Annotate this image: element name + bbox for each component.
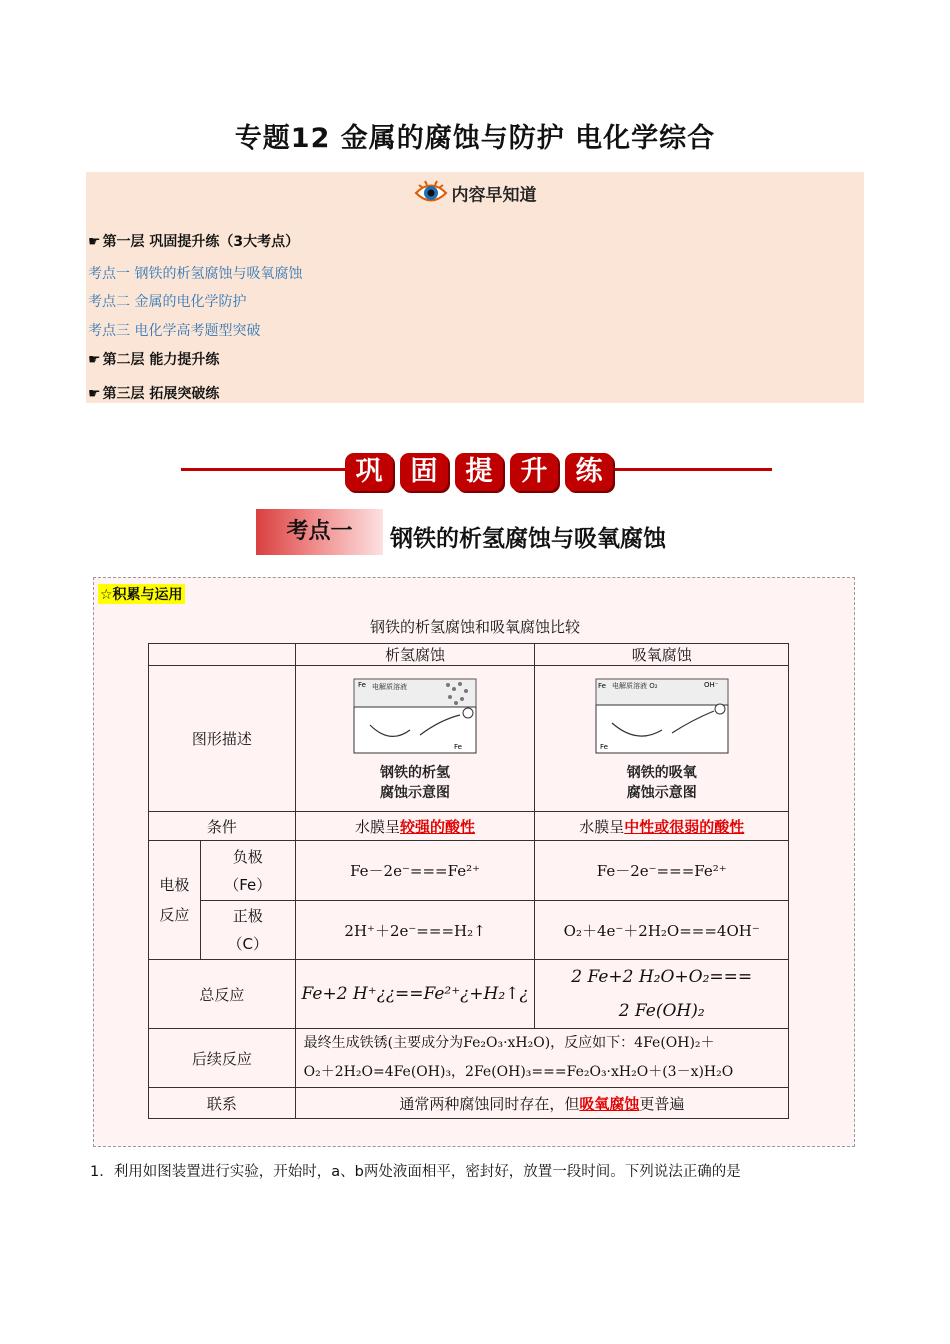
toc-layer1 <box>88 231 299 251</box>
banner-line-left <box>181 468 346 471</box>
toc-layer3 <box>88 383 219 403</box>
section-title: 钢铁的析氢腐蚀与吸氧腐蚀 <box>390 526 666 552</box>
cond-o-prefix: 水膜呈 <box>579 817 625 836</box>
hydrogen-diagram-svg <box>350 675 480 759</box>
banner-char: 练 <box>565 453 613 491</box>
banner-char: 固 <box>400 453 448 491</box>
follow-line2: O₂＋2H₂O=4Fe(OH)₃，2Fe(OH)₃===Fe₂O₃·xH₂O＋(3－x)H₂O <box>303 1064 734 1080</box>
table-title: 钢铁的析氢腐蚀和吸氧腐蚀比较 <box>369 618 580 636</box>
neg-o-cell: Fe－2e⁻===Fe²⁺ <box>535 841 789 901</box>
svg-text:Fe: Fe <box>358 680 366 689</box>
negative-text: 负极 <box>232 847 263 866</box>
banner-char: 升 <box>510 453 558 491</box>
svg-text:Fe: Fe <box>454 742 462 751</box>
toc-layer2-text: 第二层 能力提升练 <box>102 352 220 368</box>
row-follow-label: 后续反应 <box>149 1029 296 1088</box>
question-1: 1．利用如图装置进行实验，开始时，a、b两处液面相平，密封好，放置一段时间。下列说法正确的是 <box>90 1164 741 1180</box>
fig-o-cell <box>535 666 789 812</box>
eye-icon <box>414 180 448 211</box>
banner-char: 巩 <box>345 453 393 491</box>
oxygen-corrosion-diagram <box>592 675 732 803</box>
cond-h-key: 较强的酸性 <box>400 817 476 836</box>
electrode-text: 电极 <box>159 876 190 894</box>
row-relation-label: 联系 <box>149 1088 296 1119</box>
reaction-text: 反应 <box>159 906 190 924</box>
accumulate-label: ☆积累与运用 <box>98 584 185 604</box>
toc-point3[interactable]: 考点三 电化学高考题型突破 <box>88 323 261 339</box>
fig-h-solution-label: 电解质溶液 <box>372 682 408 691</box>
row-figure-label: 图形描述 <box>149 666 296 812</box>
cond-h-prefix: 水膜呈 <box>355 817 401 836</box>
cond-o-cell <box>535 812 789 841</box>
electrode-reaction-label <box>149 841 201 960</box>
fig-h-caption2: 腐蚀示意图 <box>380 784 451 801</box>
toc-heading-text: 内容早知道 <box>451 185 537 206</box>
fig-o-caption2: 腐蚀示意图 <box>626 784 697 801</box>
total-h-cell: Fe+2 H⁺¿¿==Fe²⁺¿+H₂↑¿ <box>295 960 535 1029</box>
banner-line-right <box>606 468 772 471</box>
row-condition-label: 条件 <box>149 812 296 841</box>
relation-prefix: 通常两种腐蚀同时存在，但 <box>399 1094 580 1113</box>
fig-o-solution-label: 电解质溶液 O₂ <box>611 681 658 690</box>
neg-h-cell: Fe－2e⁻===Fe²⁺ <box>295 841 535 901</box>
total-o-line2: 2 Fe(OH)₂ <box>618 1001 705 1021</box>
pointing-hand-icon: ☛ <box>88 386 101 402</box>
toc-point1[interactable]: 考点一 钢铁的析氢腐蚀与吸氧腐蚀 <box>88 266 303 282</box>
follow-cell <box>295 1029 788 1088</box>
positive-label <box>200 901 295 960</box>
cond-h-cell <box>295 812 535 841</box>
pos-o-cell: O₂＋4e⁻＋2H₂O===4OH⁻ <box>535 901 789 960</box>
section-tag: 考点一 <box>256 509 383 555</box>
toc-layer1-text: 第一层 巩固提升练（3大考点） <box>102 234 300 250</box>
c-text: （C） <box>227 935 268 953</box>
toc-heading <box>86 180 864 211</box>
svg-text:Fe: Fe <box>597 681 606 690</box>
toc-box <box>86 172 864 403</box>
hydrogen-corrosion-diagram <box>350 675 480 803</box>
negative-label <box>200 841 295 901</box>
positive-text: 正极 <box>232 907 263 925</box>
fig-o-caption1: 钢铁的吸氧 <box>626 764 697 781</box>
total-o-cell <box>535 960 789 1029</box>
fig-h-caption1: 钢铁的析氢 <box>380 764 451 781</box>
col-o-header: 吸氧腐蚀 <box>535 644 789 666</box>
cond-o-key: 中性或很弱的酸性 <box>624 817 745 836</box>
pointing-hand-icon: ☛ <box>88 234 101 250</box>
fe-text: （Fe） <box>224 875 272 894</box>
row-total-label: 总反应 <box>149 960 296 1029</box>
comparison-table <box>148 643 789 1119</box>
svg-text:OH⁻: OH⁻ <box>703 680 719 689</box>
relation-suffix: 更普遍 <box>639 1094 685 1113</box>
fig-h-cell <box>295 666 535 812</box>
relation-key: 吸氧腐蚀 <box>579 1094 640 1113</box>
toc-layer2 <box>88 349 219 369</box>
follow-line1: 最终生成铁锈(主要成分为Fe₂O₃·xH₂O)，反应如下：4Fe(OH)₂＋ <box>303 1035 715 1051</box>
pointing-hand-icon: ☛ <box>88 352 101 368</box>
banner-char: 提 <box>455 453 503 491</box>
toc-layer3-text: 第三层 拓展突破练 <box>102 386 220 402</box>
svg-text:Fe: Fe <box>599 742 608 751</box>
total-o-line1: 2 Fe+2 H₂O+O₂=== <box>571 967 753 987</box>
relation-cell <box>295 1088 788 1119</box>
pos-h-cell: 2H⁺＋2e⁻===H₂↑ <box>295 901 535 960</box>
oxygen-diagram-svg <box>592 675 732 759</box>
corner-cell <box>149 644 296 666</box>
toc-point2[interactable]: 考点二 金属的电化学防护 <box>88 294 247 310</box>
page-title: 专题12 金属的腐蚀与防护 电化学综合 <box>234 123 716 154</box>
col-h-header: 析氢腐蚀 <box>295 644 535 666</box>
